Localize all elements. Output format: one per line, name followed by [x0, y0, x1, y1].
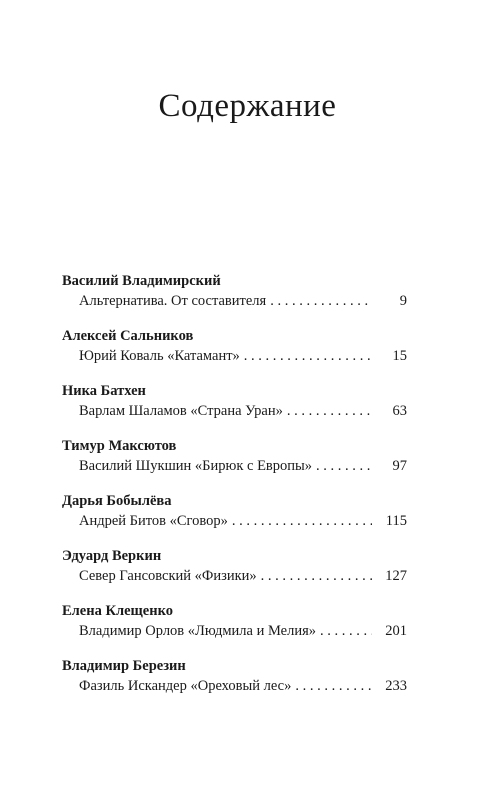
- toc-title: Альтернатива. От составителя: [79, 293, 267, 309]
- toc-author: Тимур Максютов: [62, 438, 177, 454]
- toc-line[interactable]: [62, 347, 407, 365]
- toc-line[interactable]: [62, 402, 407, 420]
- toc-title: Варлам Шаламов «Страна Уран»: [79, 403, 283, 419]
- toc-title: Андрей Битов «Сговор»: [79, 513, 228, 529]
- toc-author: Владимир Березин: [62, 658, 186, 674]
- toc-author: Елена Клещенко: [62, 603, 174, 619]
- toc-entry: [62, 272, 407, 327]
- toc-author: Ника Батхен: [62, 383, 146, 399]
- toc-title: Юрий Коваль «Катамант»: [79, 348, 240, 364]
- toc-line[interactable]: [62, 567, 407, 585]
- toc-entry: [62, 602, 407, 657]
- dot-leader: [270, 292, 372, 310]
- toc-page-number: 233: [385, 678, 407, 694]
- toc-author: Алексей Сальников: [62, 328, 194, 344]
- toc-title: Владимир Орлов «Людмила и Мелия»: [79, 623, 317, 639]
- dot-leader: [295, 677, 372, 695]
- dot-leader: [232, 512, 372, 530]
- toc-entry: [62, 492, 407, 547]
- toc-entry: [62, 657, 407, 712]
- toc-page-number: 63: [392, 403, 407, 419]
- toc-page-number: 97: [392, 458, 407, 474]
- toc-title: Василий Шукшин «Бирюк с Европы»: [79, 458, 313, 474]
- toc-entry: [62, 437, 407, 492]
- toc-line[interactable]: [62, 622, 407, 640]
- dot-leader: [287, 402, 372, 420]
- toc-page-number: 127: [385, 568, 407, 584]
- toc-line[interactable]: [62, 292, 407, 310]
- page-title: Содержание: [158, 88, 337, 124]
- toc-title: Фазиль Искандер «Ореховый лес»: [79, 678, 292, 694]
- toc-line[interactable]: [62, 512, 407, 530]
- dot-leader: [244, 347, 372, 365]
- toc-author: Василий Владимирский: [62, 273, 221, 289]
- dot-leader: [316, 457, 372, 475]
- toc-entry: [62, 327, 407, 382]
- toc-line[interactable]: [62, 677, 407, 695]
- toc-page-number: 115: [385, 513, 407, 529]
- toc-page-number: 9: [399, 293, 407, 309]
- dot-leader: [320, 622, 372, 640]
- toc-author: Эдуард Веркин: [62, 548, 162, 564]
- toc-title: Север Гансовский «Физики»: [79, 568, 257, 584]
- toc-line[interactable]: [62, 457, 407, 475]
- dot-leader: [261, 567, 372, 585]
- toc-entry: [62, 547, 407, 602]
- toc-page-number: 201: [385, 623, 407, 639]
- toc-page-number: 15: [392, 348, 407, 364]
- toc-author: Дарья Бобылёва: [62, 493, 172, 509]
- table-of-contents: [62, 272, 407, 712]
- toc-entry: [62, 382, 407, 437]
